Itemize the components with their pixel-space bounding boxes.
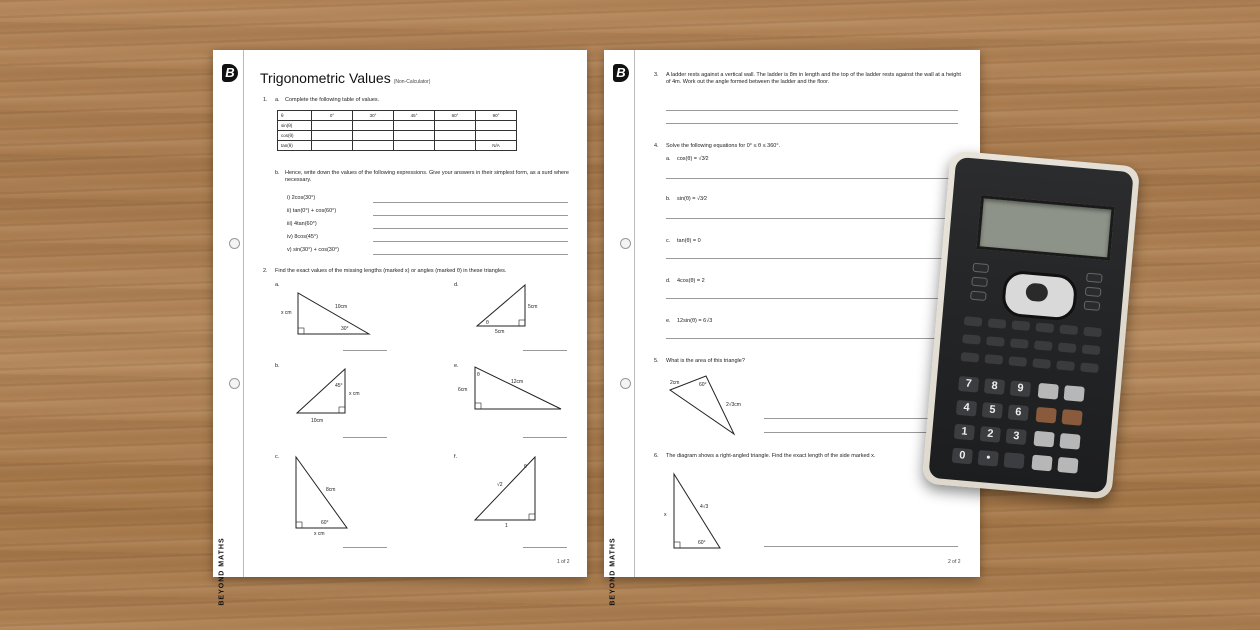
q3-text: A ladder rests against a vertical wall. The ladder is 8m in length and the top of the ladder rests against the wall at a height of 4m. Work out the angle formed between the ladder and the floor. [666,72,961,85]
triangle-d-angle: θ [486,320,489,326]
q5-number: 5. [654,358,659,364]
punch-hole [229,378,240,389]
q2-text: Find the exact values of the missing lengths (marked x) or angles (marked θ) in these triangles. [275,268,507,274]
q1b-text: Hence, write down the values of the following expressions. Give your answers in their simplest form, as a surd where necessary. [285,170,569,183]
q1a-letter: a. [275,97,280,103]
triangle-b-letter: b. [275,363,280,369]
calculator-key [1084,301,1101,311]
calculator-key-5: 5 [982,402,1003,419]
calculator-key [1083,327,1102,338]
page-number: 2 of 2 [948,559,961,565]
worksheet-page-1 [213,50,587,606]
q4-item-equation: cos(θ) = √3⁄2 [677,156,709,162]
triangle-a-hyp: 10cm [335,304,348,310]
calculator-key [1033,431,1054,448]
calculator-key [1058,342,1077,353]
q6-hyp: 4√3 [700,504,709,510]
q1a-text: Complete the following table of values. [285,97,380,103]
calculator-key [1008,356,1027,367]
calculator-key [972,263,989,273]
calculator-key [961,352,980,363]
table-row [278,141,517,151]
triangle-b [295,365,360,424]
table-row [278,121,517,131]
calculator-key [1035,322,1054,333]
q3-number: 3. [654,72,659,78]
brand-vertical: BEYOND MATHS [218,537,226,606]
calculator-key [986,336,1005,347]
table-row-label: sin(θ) [278,121,312,131]
calculator-key-3: 3 [1006,428,1027,445]
table-row-label: tan(θ) [278,141,312,151]
table-header-cell: 45° [394,111,435,121]
answer-line [666,123,958,124]
calculator-key-8: 8 [984,378,1005,395]
calculator-key-4: 4 [956,400,977,417]
margin-line [634,50,635,577]
punch-hole [620,238,631,249]
calculator-key-point: • [978,450,999,467]
q4-item-letter: b. [666,196,671,202]
triangle-f-angle: θ [524,464,527,470]
triangle-f [473,454,539,529]
triangle-a-angle: 30° [341,326,349,332]
table-row [278,131,517,141]
q5-triangle [666,370,746,438]
q4-item-letter: c. [666,238,671,244]
calculator-key-9: 9 [1010,380,1031,397]
triangle-f-base: 1 [505,523,508,529]
calculator-key [988,318,1007,329]
q1-number: 1. [263,97,268,103]
answer-line [373,202,568,203]
table-cell-na: N/A [476,141,517,151]
answer-line [764,546,958,547]
q6-angle: 60° [698,540,706,546]
calculator-key [970,291,987,301]
triangle-c [293,454,353,537]
table-header-cell: 0° [312,111,353,121]
q6-triangle [664,472,730,552]
answer-line [373,241,568,242]
calculator-key [1031,455,1052,472]
margin-line [243,50,244,577]
q5-text: What is the area of this triangle? [666,358,745,364]
calculator-key [1012,320,1031,331]
answer-line [666,298,958,299]
table-header-cell: 60° [435,111,476,121]
worksheet-page-2 [604,50,980,606]
triangle-d-base: 5cm [495,329,505,335]
triangle-f-hyp: √2 [497,482,503,488]
punch-hole [620,378,631,389]
calculator-key [1057,457,1078,474]
q1b-item: iii) 4tan(60°) [287,221,317,227]
calculator-key-7: 7 [958,376,979,393]
triangle-c-letter: c. [275,454,280,460]
q5-angle: 60° [699,382,707,388]
brand-vertical: BEYOND MATHS [609,537,617,606]
triangle-d-letter: d. [454,282,459,288]
answer-line [666,338,958,339]
scientific-calculator [922,150,1140,499]
calculator-key-1: 1 [954,424,975,441]
calculator-screen [976,195,1114,260]
triangle-c-base: x cm [314,531,325,537]
calculator-key [1061,409,1082,426]
calculator-key [1080,362,1099,373]
q6-text: The diagram shows a right-angled triangle. Find the exact length of the side marked x. [666,453,876,459]
page-number: 1 of 2 [557,559,570,565]
answer-line [523,350,567,351]
triangle-d [473,282,538,335]
calculator-key-6: 6 [1008,404,1029,421]
calculator-key [962,334,981,345]
punch-hole [229,238,240,249]
triangle-a-letter: a. [275,282,280,288]
q2-number: 2. [263,268,268,274]
calculator-key [1056,360,1075,371]
answer-line [666,110,958,111]
q4-item-letter: d. [666,278,671,284]
q4-item-letter: e. [666,318,671,324]
calculator-key [1004,452,1025,469]
answer-line [666,178,958,179]
calculator-key [1086,273,1103,283]
answer-line [343,547,387,548]
q1b-item: iv) 8cos(45°) [287,234,318,240]
triangle-e-angle: θ [477,372,480,378]
values-table [277,110,517,151]
calculator-key [1038,383,1059,400]
q6-number: 6. [654,453,659,459]
q5-side2: 2√3cm [726,402,741,408]
triangle-a [281,288,373,338]
q4-item-letter: a. [666,156,671,162]
triangle-e-letter: e. [454,363,459,369]
table-header-cell: 30° [353,111,394,121]
calculator-key [1036,407,1057,424]
triangle-b-side: x cm [349,391,360,397]
q1b-item: i) 2cos(30°) [287,195,316,201]
calculator-key [1059,325,1078,336]
answer-line [666,258,958,259]
triangle-a-side: x cm [281,310,292,316]
calculator-key [971,277,988,287]
answer-line [523,437,567,438]
calculator-dpad [1001,269,1079,321]
page-title: Trigonometric Values (Non-Calculator) [260,70,431,86]
q4-item-equation: 12sin(θ) = 6√3 [677,318,713,324]
calculator-body [928,157,1133,493]
answer-line [373,228,568,229]
q4-item-equation: tan(θ) = 0 [677,238,701,244]
calculator-key [1034,340,1053,351]
answer-line [373,215,568,216]
triangle-c-angle: 60° [321,520,329,526]
calculator-key [1032,358,1051,369]
table-header-cell: 90° [476,111,517,121]
answer-line [373,254,568,255]
triangle-b-base: 10cm [311,418,324,424]
table-row [278,111,517,121]
calculator-key-2: 2 [980,426,1001,443]
beyond-logo: B [222,64,238,82]
answer-line [523,547,567,548]
calculator-key [1085,287,1102,297]
table-row-label: cos(θ) [278,131,312,141]
calculator-key [985,354,1004,365]
answer-line [343,437,387,438]
triangle-e-hyp: 12cm [511,379,524,385]
q4-text: Solve the following equations for 0° ≤ θ ≤ 360°. [666,143,781,149]
calculator-key [1059,433,1080,450]
answer-line [666,218,958,219]
triangle-e-side: 6cm [458,387,468,393]
calculator-key [1010,338,1029,349]
triangle-f-letter: f. [454,454,458,460]
calculator-key [964,316,983,327]
triangle-c-side: 8cm [326,487,336,493]
beyond-logo: B [613,64,629,82]
triangle-e [458,363,566,413]
q1b-item: v) sin(30°) + cos(30°) [287,247,339,253]
q6-side: x [664,512,667,518]
q1b-letter: b. [275,170,280,176]
table-header-cell: θ [278,111,312,121]
q4-number: 4. [654,143,659,149]
q4-item-equation: sin(θ) = √3⁄2 [677,196,708,202]
q5-side1: 2cm [670,380,680,386]
triangle-b-angle: 45° [335,383,343,389]
calculator-key [1082,345,1101,356]
q1b-item: ii) tan(0°) + cos(60°) [287,208,337,214]
q4-item-equation: 4cos(θ) = 2 [677,278,705,284]
triangle-d-side: 5cm [528,304,538,310]
calculator-key-0: 0 [952,448,973,465]
calculator-key [1064,385,1085,402]
answer-line [343,350,387,351]
